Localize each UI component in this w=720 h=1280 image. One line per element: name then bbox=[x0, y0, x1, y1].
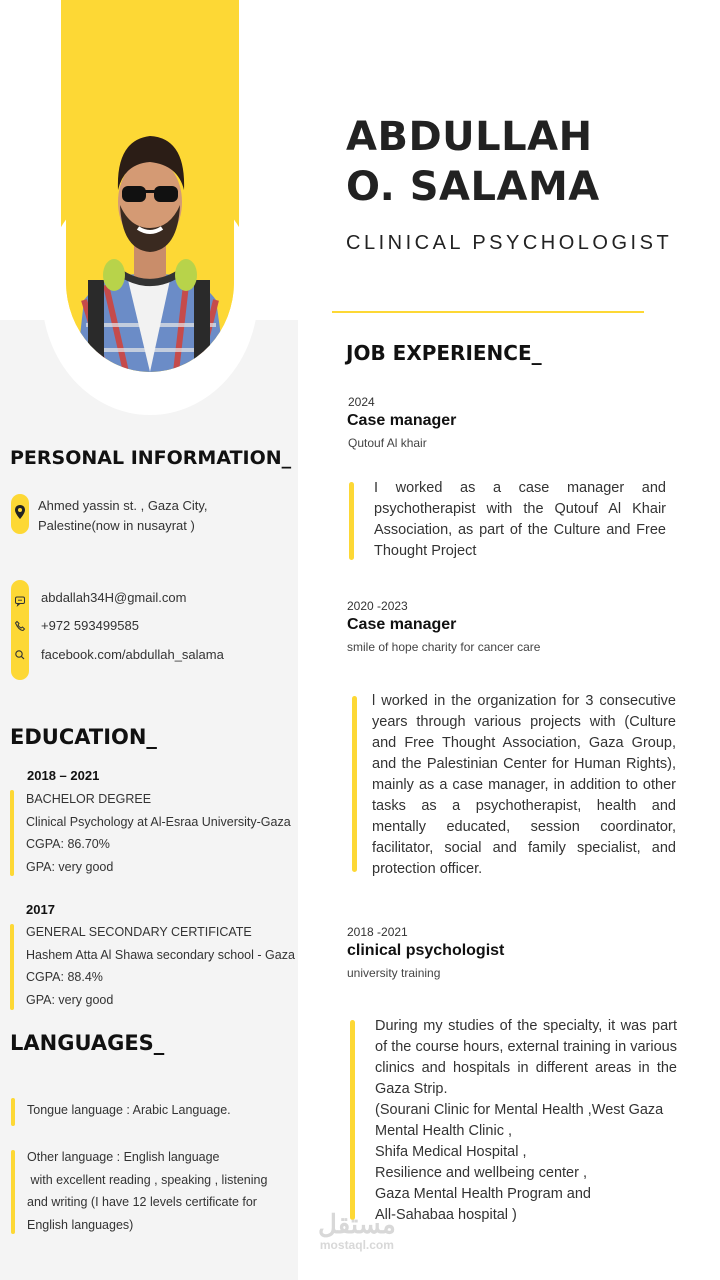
other-language-line-4: English languages) bbox=[27, 1217, 134, 1232]
job-1-accent bbox=[349, 482, 354, 560]
edu-2-degree: GENERAL SECONDARY CERTIFICATE bbox=[26, 925, 252, 939]
job-3-year: 2018 -2021 bbox=[347, 925, 408, 939]
edu-2-accent bbox=[10, 924, 14, 1010]
job-title: CLINICAL PSYCHOLOGIST bbox=[346, 232, 673, 254]
name-line-2: O. SALAMA bbox=[346, 164, 600, 210]
job-experience-heading: JOB EXPERIENCE_ bbox=[346, 341, 542, 365]
education-heading: EDUCATION_ bbox=[10, 725, 157, 749]
other-language-line-3: and writing (I have 12 levels certificate for bbox=[27, 1195, 257, 1209]
job-2-role: Case manager bbox=[347, 616, 457, 633]
languages-heading: LANGUAGES_ bbox=[10, 1031, 165, 1055]
tongue-language: Tongue language : Arabic Language. bbox=[27, 1103, 231, 1117]
watermark-arabic: مستقل bbox=[318, 1209, 396, 1239]
tongue-accent bbox=[11, 1098, 15, 1126]
facebook-text[interactable]: facebook.com/abdullah_salama bbox=[41, 647, 224, 662]
edu-2-details bbox=[26, 921, 295, 1011]
edu-1-school: Clinical Psychology at Al-Esraa University-Gaza bbox=[26, 814, 291, 829]
job-3-places-2: Shifa Medical Hospital , bbox=[375, 1144, 527, 1160]
job-3-description bbox=[375, 1016, 677, 1226]
name-line-1: ABDULLAH bbox=[346, 114, 593, 160]
job-3-places-1: (Sourani Clinic for Mental Health ,West Gaza Mental Health Clinic , bbox=[375, 1102, 664, 1139]
mostaql-watermark bbox=[318, 1210, 396, 1252]
edu-1-details bbox=[26, 788, 291, 878]
job-2-accent bbox=[352, 696, 357, 872]
address-accent bbox=[11, 494, 29, 534]
job-3-places-4: Gaza Mental Health Program and bbox=[375, 1186, 591, 1202]
edu-1-degree: BACHELOR DEGREE bbox=[26, 792, 152, 806]
full-name bbox=[346, 112, 600, 212]
address-line-2: Palestine(now in nusayrat ) bbox=[38, 518, 195, 533]
edu-2-gpa: GPA: very good bbox=[26, 992, 114, 1007]
other-language-accent bbox=[11, 1150, 15, 1234]
phone-text[interactable]: +972 593499585 bbox=[41, 618, 139, 633]
edu-1-accent bbox=[10, 790, 14, 876]
job-3-places-5: All-Sahabaa hospital ) bbox=[375, 1207, 517, 1223]
watermark-latin: mostaql.com bbox=[319, 1238, 394, 1252]
address bbox=[38, 496, 208, 536]
chat-icon bbox=[13, 594, 27, 608]
search-icon bbox=[13, 648, 27, 662]
address-line-1: Ahmed yassin st. , Gaza City, bbox=[38, 498, 208, 513]
edu-1-years: 2018 – 2021 bbox=[27, 768, 100, 783]
job-1-year: 2024 bbox=[348, 395, 375, 409]
job-3-places-3: Resilience and wellbeing center , bbox=[375, 1165, 587, 1181]
email-text[interactable]: abdallah34H@gmail.com bbox=[41, 590, 187, 605]
profile-photo bbox=[66, 110, 234, 372]
edu-2-cgpa: CGPA: 88.4% bbox=[26, 970, 103, 984]
edu-1-cgpa: CGPA: 86.70% bbox=[26, 837, 110, 851]
job-2-org: smile of hope charity for cancer care bbox=[347, 640, 541, 654]
other-language-line-1: Other language : English language bbox=[27, 1150, 220, 1164]
job-3-org: university training bbox=[347, 966, 441, 980]
job-3-accent bbox=[350, 1020, 355, 1220]
job-2-year: 2020 -2023 bbox=[347, 599, 408, 613]
header-divider bbox=[332, 311, 644, 313]
edu-1-gpa: GPA: very good bbox=[26, 859, 114, 874]
job-1-org: Qutouf Al khair bbox=[348, 436, 427, 450]
edu-2-school: Hashem Atta Al Shawa secondary school - Gaza bbox=[26, 947, 295, 962]
edu-2-years: 2017 bbox=[26, 902, 55, 917]
phone-icon bbox=[13, 619, 27, 633]
personal-info-heading: PERSONAL INFORMATION_ bbox=[10, 447, 292, 469]
job-2-description: l worked in the organization for 3 consecutive years through various projects with (Culture and Free Thought Association, Gaza Group, and the Palestinian Center for Human Rights), mainly as a case manager, in addition to other tasks as a psychotherapist, health and mentally educated, session coordinator, facilitator, social and family specialist, and protection officer. bbox=[372, 693, 676, 877]
job-3-intro: During my studies of the specialty, it was part of the course hours, external training in various clinics and hospitals in different areas in the Gaza Strip. bbox=[375, 1018, 677, 1097]
job-1-description: I worked as a case manager and psychotherapist with the Qutouf Al Khair Association, as part of the Culture and Free Thought Project bbox=[374, 480, 666, 559]
location-pin-icon bbox=[11, 494, 29, 534]
job-1-role: Case manager bbox=[347, 412, 457, 429]
job-3-role: clinical psychologist bbox=[347, 942, 505, 959]
other-language bbox=[27, 1146, 267, 1236]
other-language-line-2: with excellent reading , speaking , listening bbox=[27, 1172, 268, 1187]
